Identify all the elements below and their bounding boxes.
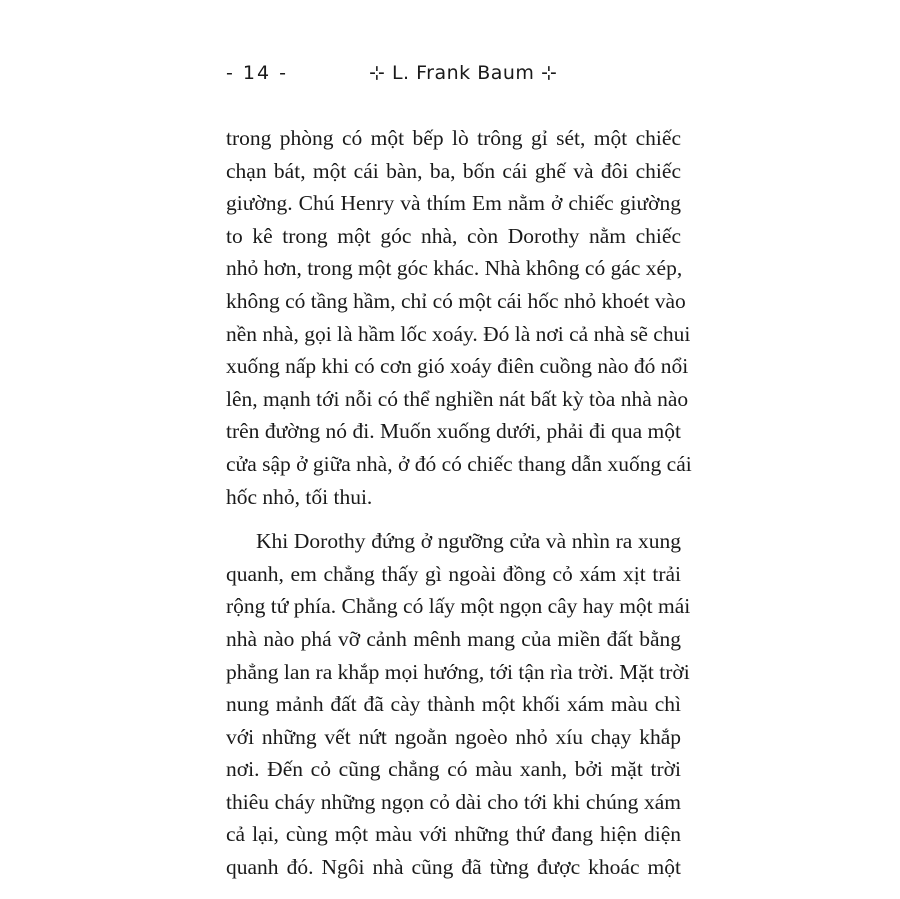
text-line: lên, mạnh tới nỗi có thể nghiền nát bất kỳ tòa nhà nào: [226, 386, 689, 411]
text-line: to kê trong một góc nhà, còn Dorothy nằm chiếc: [226, 223, 681, 248]
body-text: [226, 122, 692, 884]
text-line: xuống nấp khi có cơn gió xoáy điên cuồng nào đó nổi: [226, 354, 689, 379]
text-line: quanh đó. Ngôi nhà cũng đã từng được khoác một: [226, 855, 681, 880]
paragraph-gap: [226, 513, 681, 525]
text-line: phẳng lan ra khắp mọi hướng, tới tận rìa trời. Mặt trời: [226, 659, 690, 684]
text-line: chạn bát, một cái bàn, ba, bốn cái ghế và đôi chiếc: [226, 158, 681, 183]
text-line: trong phòng có một bếp lò trông gỉ sét, một chiếc: [226, 126, 681, 150]
text-line: với những vết nứt ngoằn ngoèo nhỏ xíu chạy khắp: [226, 724, 681, 749]
text-line: trên đường nó đi. Muốn xuống dưới, phải đi qua một: [226, 419, 681, 444]
text-line: nhà nào phá vỡ cảnh mênh mang của miền đất bằng: [226, 626, 681, 651]
text-line: nền nhà, gọi là hầm lốc xoáy. Đó là nơi cả nhà sẽ chui: [226, 321, 691, 346]
text-line: Khi Dorothy đứng ở ngưỡng cửa và nhìn ra xung: [256, 529, 681, 554]
text-line: nơi. Đến cỏ cũng chẳng có màu xanh, bởi mặt trời: [226, 757, 681, 782]
paragraph-2: [226, 525, 691, 884]
text-line: rộng tứ phía. Chẳng có lấy một ngọn cây hay một mái: [226, 594, 691, 619]
text-line: cả lại, cùng một màu với những thứ đang hiện diện: [226, 822, 681, 847]
text-line: nung mảnh đất đã cày thành một khối xám màu chì: [226, 692, 681, 717]
text-line: không có tầng hầm, chỉ có một cái hốc nhỏ khoét vào: [226, 288, 686, 313]
page-header: [226, 62, 681, 92]
text-line: thiêu cháy những ngọn cỏ dài cho tới khi chúng xám: [226, 789, 681, 814]
text-line: giường. Chú Henry và thím Em nằm ở chiếc giường: [226, 191, 681, 216]
page-number: - 14 -: [226, 62, 288, 84]
text-line: nhỏ hơn, trong một góc khác. Nhà không có gác xép,: [226, 256, 683, 281]
running-head-author: ⊹ L. Frank Baum ⊹: [369, 62, 558, 84]
text-line: hốc nhỏ, tối thui.: [226, 484, 373, 509]
paragraph-1: [226, 122, 692, 513]
text-line: cửa sập ở giữa nhà, ở đó có chiếc thang dẫn xuống cái: [226, 451, 692, 476]
text-line: quanh, em chẳng thấy gì ngoài đồng cỏ xám xịt trải: [226, 561, 681, 586]
